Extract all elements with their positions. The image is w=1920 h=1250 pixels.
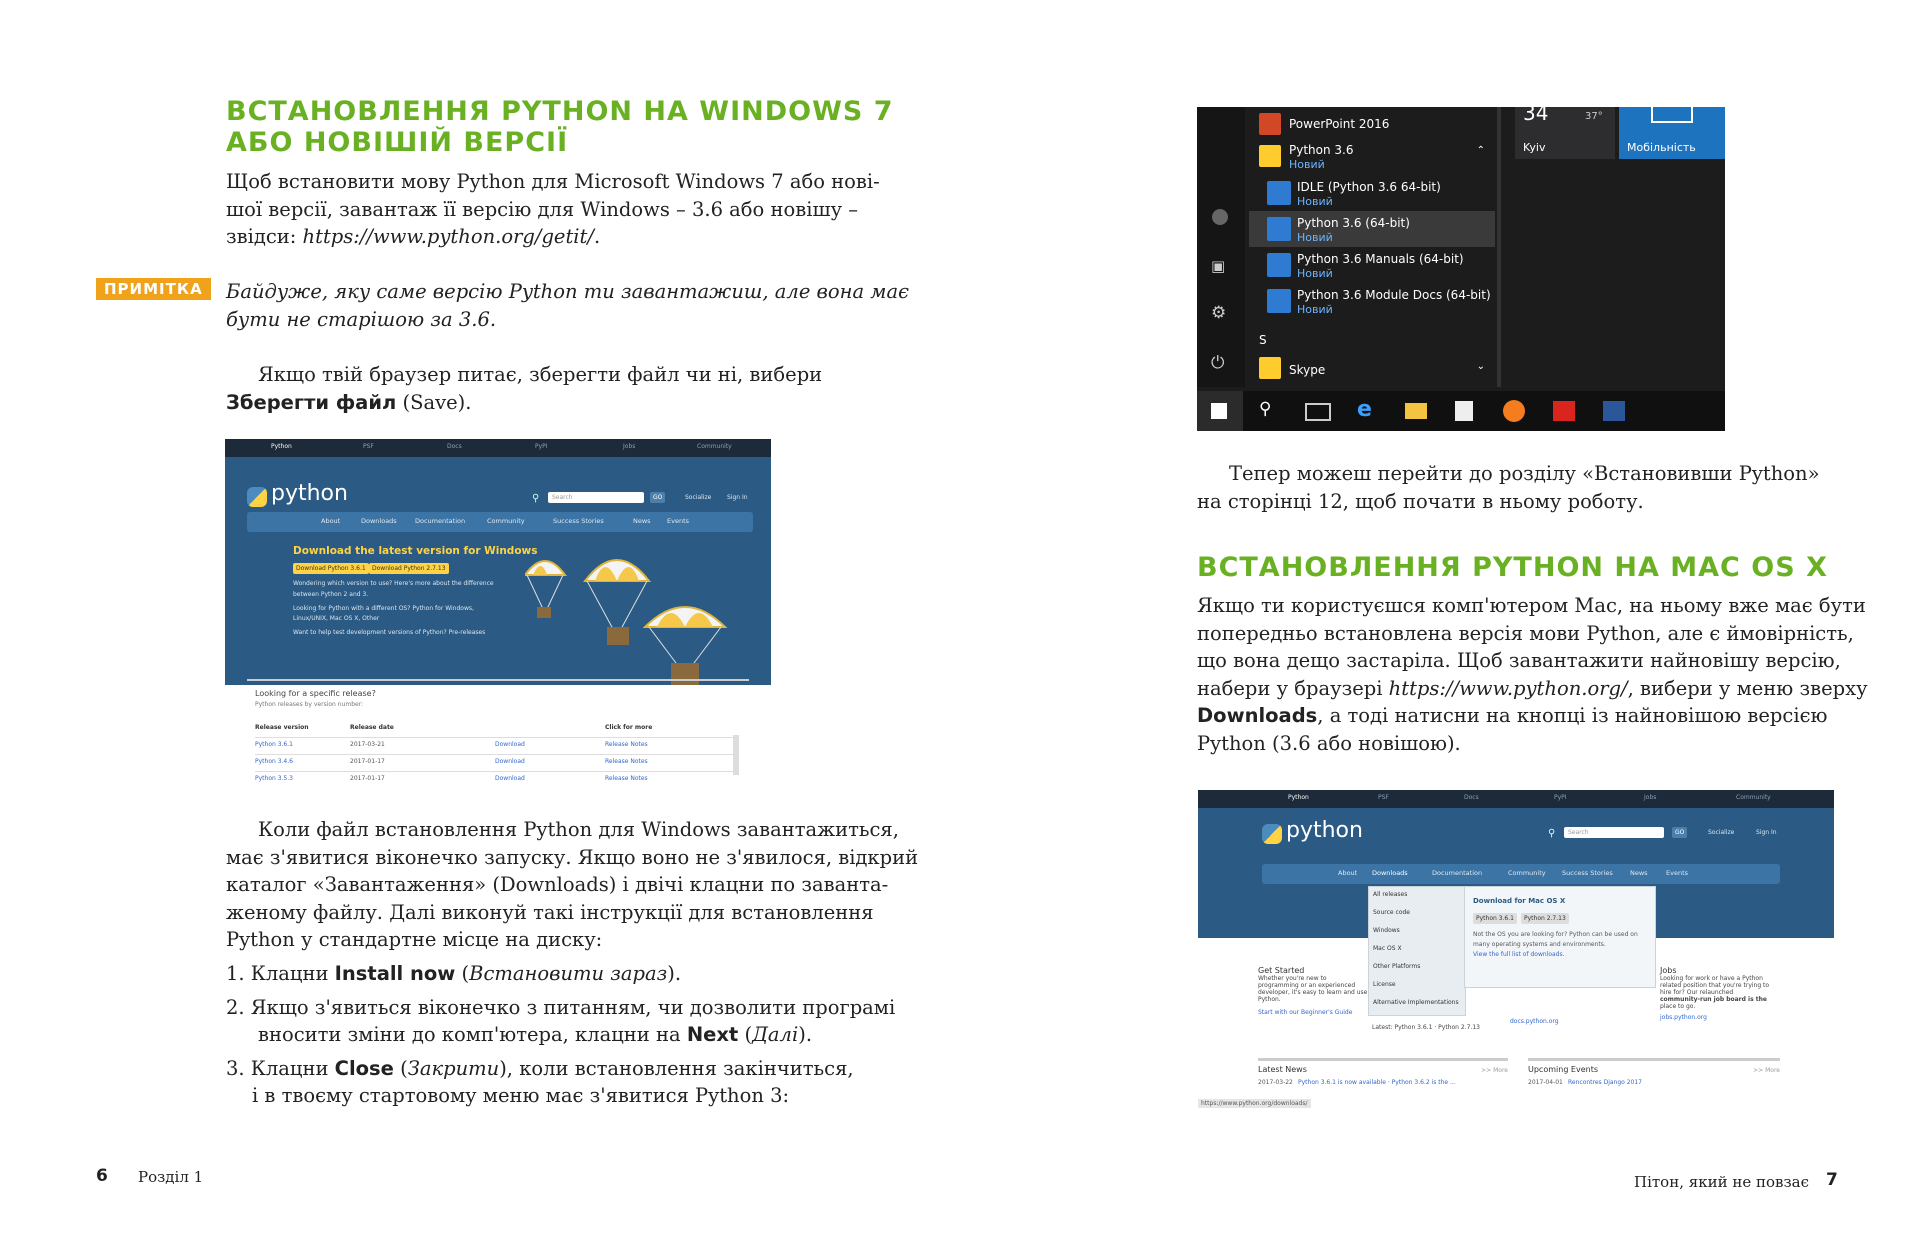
mac-download-panel: Download for Mac OS X Python 3.6.1 Python 2.7.13 Not the OS you are looking for? Python can be used on many operating systems and environments. View the full list of downloads. bbox=[1464, 886, 1656, 988]
main-nav: About Downloads Documentation Community Success Stories News Events bbox=[1262, 864, 1780, 884]
weather-tile[interactable]: 34 37° Kyiv bbox=[1515, 107, 1615, 159]
browser-paragraph: Якщо твій браузер питає, зберегти файл чи ні, вибери Зберегти файл (Save). bbox=[226, 363, 823, 414]
windows-icon bbox=[1211, 403, 1227, 419]
table-row: Python 3.4.6 2017-01-17 Download Release Notes bbox=[255, 754, 733, 771]
python-org-url[interactable]: https://www.python.org/ bbox=[1388, 676, 1628, 700]
list-item[interactable]: Python 3.6 Module Docs (64-bit) Новий bbox=[1249, 283, 1495, 319]
step-1: 1. Клацни Install now (Встановити зараз). bbox=[226, 962, 682, 985]
list-item[interactable]: PowerPoint 2016 bbox=[1249, 109, 1495, 137]
python-org-windows-screenshot: Python PSF Docs PyPI Jobs Community python ⚲ Search GO Socialize Sign In About Downloads Documentation Community Success Stories News Events Download the latest version for Windows Download Python 3.6.1 Download Python 2.7.13 Wondering which version to use? Here's more about the difference between Python 2 and 3. Looking for Python with a different OS? Python for Windows, Linux/UNIX, Mac OS X, Other Want to help test development versions of Python? Pre-releases Looking for a specific release? Python releases by version number: Release version Release date Click for more Python 3.6.1 2017-03-21 Download Release Notes Python 3.4.6 2017-01-17 Download Release Notes Python 3.5.3 2017-01-17 Download Release Notes bbox=[225, 439, 771, 783]
skype-folder-icon bbox=[1259, 357, 1281, 379]
install-paragraph: Коли файл встановлення Python для Windows завантажиться, має з'явитися віконечко запуску. Якщо воно не з'явилося, відкрий каталог «Завантаження» (Downloads) і двічі клацни по заванта- женому файлу. Далі виконуй такі інструкції для встановлення Python у стандартне місце на диску: bbox=[226, 818, 919, 951]
download-python-2-button[interactable]: Download Python 2.7.13 bbox=[369, 563, 449, 574]
windows-start-menu-screenshot bbox=[1197, 107, 1725, 431]
step-3: 3. Клацни Close (Закрити), коли встановлення закінчиться, і в твоєму стартовому меню має з'явитися Python 3: bbox=[226, 1056, 854, 1107]
idle-icon bbox=[1267, 181, 1291, 205]
heading-line-1: ВСТАНОВЛЕННЯ PYTHON НА WINDOWS 7 bbox=[226, 96, 894, 127]
top-tabs: Python PSF Docs PyPI Jobs Community bbox=[1198, 790, 1834, 808]
section-heading bbox=[226, 96, 894, 158]
jobs-widget: Jobs Looking for work or have a Python related position that you're trying to hire for? Our relaunched community-run job board is the place to go. jobs.python.org bbox=[1660, 966, 1770, 1021]
search-icon: ⚲ bbox=[532, 493, 540, 504]
step-2: 2. Якщо з'явиться віконечко з питанням, чи дозволити програмі вносити зміни до комп'ютера, клацни на Next (Далі). bbox=[226, 995, 896, 1046]
user-icon[interactable] bbox=[1212, 209, 1228, 225]
download-title: Download the latest version for Windows bbox=[293, 545, 538, 557]
search-icon: ⚲ bbox=[1548, 828, 1556, 839]
letter-header: S bbox=[1259, 333, 1267, 347]
power-icon[interactable]: ⏻ bbox=[1211, 353, 1225, 373]
status-bar: https://www.python.org/downloads/ bbox=[1198, 1099, 1311, 1108]
app-icon[interactable] bbox=[1553, 401, 1575, 421]
go-button[interactable]: GO bbox=[650, 492, 665, 503]
taskbar bbox=[1197, 391, 1725, 431]
chevron-up-icon[interactable]: ⌃ bbox=[1476, 145, 1485, 156]
list-item[interactable]: IDLE (Python 3.6 64-bit) Новий bbox=[1249, 175, 1495, 211]
firefox-icon[interactable] bbox=[1503, 400, 1525, 422]
word-icon[interactable] bbox=[1603, 401, 1625, 421]
table-row: Python 3.6.1 2017-03-21 Download Release Notes bbox=[255, 737, 733, 754]
chapter-footer: Розділ 1 bbox=[138, 1168, 204, 1186]
module-docs-icon bbox=[1267, 289, 1291, 313]
table-row: Python 3.5.3 2017-01-17 Download Release Notes bbox=[255, 771, 733, 783]
folder-icon bbox=[1259, 145, 1281, 167]
start-button[interactable] bbox=[1197, 391, 1243, 431]
python-3-button[interactable]: Python 3.6.1 bbox=[1473, 913, 1517, 924]
photos-icon[interactable]: ▣ bbox=[1211, 257, 1226, 275]
note-label: ПРИМІТКА bbox=[96, 278, 211, 300]
page-number-left: 6 bbox=[96, 1166, 108, 1186]
app-list bbox=[1249, 107, 1495, 387]
go-button[interactable]: GO bbox=[1672, 827, 1687, 838]
list-item[interactable]: Skype ⌄ bbox=[1249, 353, 1495, 383]
page-number-right: 7 bbox=[1826, 1170, 1838, 1190]
top-tabs: Python PSF Docs PyPI Jobs Community bbox=[225, 439, 771, 457]
python-logo-text: python bbox=[1286, 818, 1363, 843]
explorer-icon[interactable] bbox=[1405, 403, 1427, 419]
get-started-widget: Get Started Whether you're new to programming or an experienced developer, it's easy to learn and use Python. Start with our Beginner's Guide bbox=[1258, 966, 1368, 1016]
manuals-icon bbox=[1267, 253, 1291, 277]
list-item[interactable]: Python 3.6 Новий ⌃ bbox=[1249, 139, 1495, 173]
upcoming-events: Upcoming Events >> More 2017-04-01 Rencontres Django 2017 bbox=[1528, 1058, 1780, 1074]
latest-news: Latest News >> More 2017-03-22 Python 3.6.1 is now available · Python 3.6.2 is the ... bbox=[1258, 1058, 1508, 1074]
python-header: python ⚲ Search GO Socialize Sign In About Downloads Documentation Community Success Stories News Events bbox=[1198, 808, 1834, 938]
continue-paragraph: Тепер можеш перейти до розділу «Встановивши Python» на сторінці 12, щоб почати в ньому роботу. bbox=[1197, 462, 1820, 513]
release-table bbox=[255, 737, 733, 783]
python-header: python ⚲ Search GO Socialize Sign In About Downloads Documentation Community Success Stories News Events Download the latest version for Windows Download Python 3.6.1 Download Python 2.7.13 Wondering which version to use? Here's more about the difference between Python 2 and 3. Looking for Python with a different OS? Python for Windows, Linux/UNIX, Mac OS X, Other Want to help test development versions of Python? Pre-releases bbox=[225, 457, 771, 685]
mac-section-heading: ВСТАНОВЛЕННЯ PYTHON НА MAC OS X bbox=[1197, 552, 1828, 583]
python-org-mac-screenshot: Python PSF Docs PyPI Jobs Community python ⚲ Search GO Socialize Sign In About Downloads Documentation Community Success Stories News Events All releases Source code Windows Mac OS X Other Platforms License Alternative Implementations Download for Mac OS X Python 3.6.1 Python 2.7.13 Not the OS you are looking for? Python can be used on many operating systems and environments. View the full list of downloads. Get Started Whether you're new to programming or an experienced developer, it's easy to learn and use Python. Start with our Beginner's Guide Latest: Python 3.6.1 · Python 2.7.13 docs.python.org Jobs Looking for work or have a Python related position that you're trying to hire for? Our relaunched community-run job board is the place to go. jobs.python.org Latest News >> More 2017-03-22 Python 3.6.1 is now available · Python 3.6.2 is the ... Upcoming Events >> More 2017-04-01 Rencontres Django 2017 https://www.python.org/downloads/ bbox=[1198, 790, 1834, 1108]
list-item[interactable]: Python 3.6 Manuals (64-bit) Новий bbox=[1249, 247, 1495, 283]
mac-paragraph: Якщо ти користуєшся комп'ютером Mac, на ньому вже має бути попередньо встановлена версія мови Python, але є ймовірність, що вона дещо застаріла. Щоб завантажити найновішу версію, набери у браузері https://www.python.org/, вибери у меню зверху Downloads, а тоді натисни на кнопці із найновішою версією Python (3.6 або новішою). bbox=[1197, 594, 1868, 755]
edge-icon[interactable]: e bbox=[1357, 397, 1372, 422]
downloads-dropdown: All releases Source code Windows Mac OS X Other Platforms License Alternative Implementations bbox=[1368, 886, 1466, 1016]
python-logo-icon bbox=[247, 487, 267, 507]
parachute-illustration bbox=[525, 537, 745, 687]
search-input[interactable]: Search bbox=[1564, 827, 1664, 838]
chevron-down-icon[interactable]: ⌄ bbox=[1476, 361, 1485, 372]
getit-url[interactable]: https://www.python.org/getit/ bbox=[302, 225, 594, 248]
python-icon bbox=[1267, 217, 1291, 241]
start-left-rail bbox=[1197, 107, 1245, 387]
main-nav: About Downloads Documentation Community Success Stories News Events bbox=[247, 512, 753, 532]
divider bbox=[247, 679, 749, 681]
scrollbar[interactable] bbox=[733, 735, 739, 775]
mobility-icon bbox=[1651, 107, 1693, 123]
search-icon[interactable]: ⚲ bbox=[1259, 399, 1272, 419]
gear-icon[interactable]: ⚙ bbox=[1211, 303, 1227, 323]
task-view-icon[interactable] bbox=[1305, 403, 1331, 421]
running-title: Пітон, який не повзає bbox=[1634, 1173, 1809, 1191]
python-logo-text: python bbox=[271, 481, 348, 506]
store-icon[interactable] bbox=[1455, 401, 1473, 421]
download-python-3-button[interactable]: Download Python 3.6.1 bbox=[293, 563, 369, 574]
scrollbar[interactable] bbox=[1497, 107, 1501, 387]
python-logo-icon bbox=[1262, 824, 1282, 844]
search-input[interactable]: Search bbox=[548, 492, 644, 503]
heading-line-2: АБО НОВІШІЙ ВЕРСІЇ bbox=[226, 127, 569, 158]
release-title: Looking for a specific release? bbox=[255, 689, 376, 698]
note-text: Байдуже, яку саме версію Python ти завантажиш, але вона має бути не старішою за 3.6. bbox=[226, 280, 910, 331]
mobility-tile[interactable]: Мобільність bbox=[1619, 107, 1725, 159]
install-steps bbox=[226, 960, 895, 1110]
python-2-button[interactable]: Python 2.7.13 bbox=[1521, 913, 1569, 924]
powerpoint-icon bbox=[1259, 113, 1281, 135]
intro-paragraph: Щоб встановити мову Python для Microsoft Windows 7 або нові- шої версії, завантаж її версію для Windows – 3.6 або новішу – звідси: https://www.python.org/getit/. bbox=[226, 170, 880, 248]
list-item-selected[interactable]: Python 3.6 (64-bit) Новий bbox=[1249, 211, 1495, 247]
